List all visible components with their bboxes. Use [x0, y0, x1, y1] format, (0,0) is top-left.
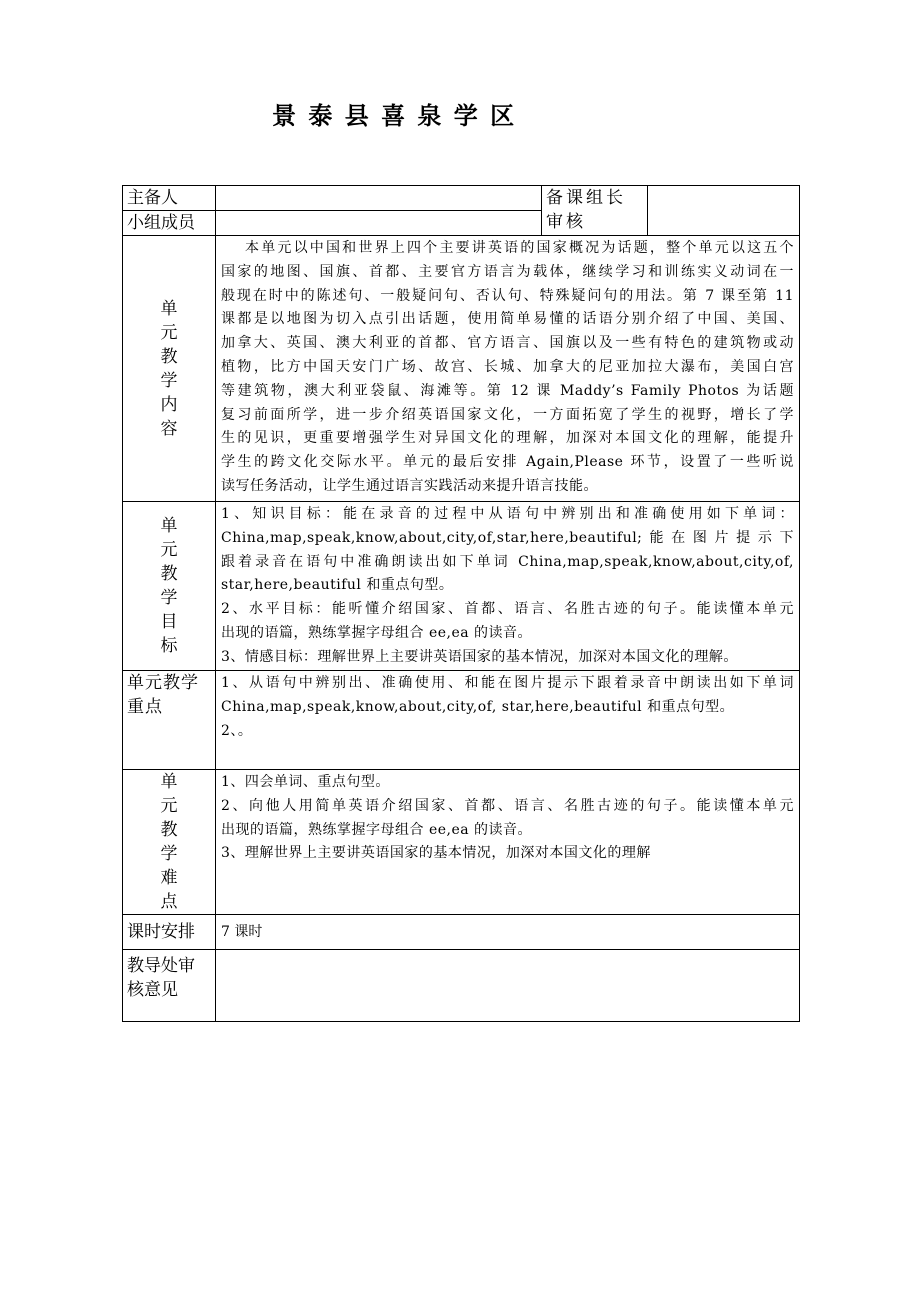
- text-line: 本单元以中国和世界上四个主要讲英语的国家概况为话题，整个单元以这五个: [245, 240, 794, 256]
- label-line: 教: [160, 820, 178, 840]
- difficulties-text: [216, 770, 800, 915]
- group-leader-review-label: [542, 186, 648, 236]
- text-line: 国家的地图、国旗、首都、主要官方语言为载体，继续学习和训练实义动词在一: [221, 263, 794, 280]
- label-line: 容: [160, 418, 178, 439]
- goals-text: [216, 502, 800, 671]
- group-leader-label: 备课组长: [546, 188, 626, 208]
- text-line: 出现的语篇，熟练掌握字母组合 ee,ea 的读音。: [221, 624, 533, 641]
- document-title: 景 泰 县 喜 泉 学 区: [272, 101, 517, 130]
- label-line: 学: [160, 370, 178, 391]
- content-label: [123, 236, 216, 502]
- text-line: 复习前面所学，进一步介绍英语国家文化，一方面拓宽了学生的视野，增长了学: [221, 406, 794, 423]
- text-line: 课都是以地图为切入点引出话题，使用简单易懂的话语分别介绍了中国、美国、: [221, 311, 794, 328]
- label-line: 教导处审: [127, 956, 195, 976]
- label-line: 元: [160, 540, 178, 560]
- label-line: 目: [160, 612, 178, 632]
- label-line: 重点: [127, 697, 163, 717]
- text-line: 3、情感目标：理解世界上主要讲英语国家的基本情况，加深对本国文化的理解。: [221, 648, 738, 665]
- text-line: 2、水平目标：能听懂介绍国家、首都、语言、名胜古迹的句子。能读懂本单元: [221, 601, 794, 618]
- label-line: 单元教学: [127, 673, 199, 693]
- group-leader-value[interactable]: [648, 186, 800, 236]
- text-line: China,map,speak,know,about,city,of,star,here,beautiful;能在图片提示下: [221, 529, 794, 546]
- text-line: star,here,beautiful 和重点句型。: [221, 577, 454, 594]
- difficulties-label: [123, 770, 216, 915]
- text-line: 2、。: [221, 722, 253, 739]
- text-line: China,map,speak,know,about,city,of, star,here,beautiful 和重点句型。: [221, 698, 735, 715]
- label-line: 标: [160, 636, 178, 656]
- review-opinion-label: [123, 950, 216, 1022]
- text-line: 学生的跨文化交际水平。单元的最后安排 Again,Please 环节，设置了一些听说: [221, 454, 794, 471]
- label-line: 单: [160, 772, 178, 792]
- content-text: [216, 236, 800, 502]
- text-line: 植物，比方中国天安门广场、故宫、长城、加拿大的尼亚加拉大瀑布，美国白宫: [221, 358, 794, 375]
- goals-label: [123, 502, 216, 671]
- text-line: 1、知识目标：能在录音的过程中从语句中辨别出和准确使用如下单词：: [221, 506, 794, 522]
- text-line: 3、理解世界上主要讲英语国家的基本情况，加深对本国文化的理解: [221, 845, 651, 862]
- schedule-label: 课时安排: [123, 915, 216, 950]
- text-line: 跟着录音在语句中准确朗读出如下单词 China,map,speak,know,about,city,of,: [221, 553, 794, 570]
- text-line: 般现在时中的陈述句、一般疑问句、否认句、特殊疑问句的用法。第 7 课至第 11: [221, 287, 794, 304]
- text-line: 2、向他人用简单英语介绍国家、首都、语言、名胜古迹的句子。能读懂本单元: [221, 797, 794, 814]
- label-line: 单: [160, 516, 178, 536]
- text-line: 读写任务活动，让学生通过语言实践活动来提升语言技能。: [221, 477, 598, 494]
- label-line: 单: [160, 298, 178, 319]
- text-line: 生的见识，更重要增强学生对异国文化的理解，加深对本国文化的理解，能提升: [221, 430, 794, 447]
- text-line: 1、从语句中辨别出、准确使用、和能在图片提示下跟着录音中朗读出如下单词: [221, 675, 794, 691]
- text-line: 出现的语篇，熟练掌握字母组合 ee,ea 的读音。: [221, 821, 533, 838]
- lead-value[interactable]: [216, 186, 542, 211]
- label-line: 元: [160, 322, 178, 343]
- text-line: 1、四会单词、重点句型。: [221, 774, 390, 790]
- text-line: 加拿大、英国、澳大利亚的首都、官方语言、国旗以及一些有特色的建筑物或动: [221, 335, 794, 352]
- review-label: 审核: [546, 212, 586, 232]
- review-opinion-value[interactable]: [216, 950, 800, 1022]
- lesson-plan-table: [122, 185, 800, 1022]
- label-line: 教: [160, 346, 178, 367]
- label-line: 难: [160, 868, 178, 888]
- members-value[interactable]: [216, 211, 542, 236]
- label-line: 教: [160, 564, 178, 584]
- label-line: 学: [160, 588, 178, 608]
- text-line: 等建筑物，澳大利亚袋鼠、海滩等。第 12 课 Maddy’s Family Photos 为话题: [221, 382, 794, 399]
- key-points-label: [123, 671, 216, 770]
- label-line: 学: [160, 844, 178, 864]
- schedule-value: 7 课时: [216, 915, 800, 950]
- label-line: 点: [160, 892, 178, 912]
- key-points-text: [216, 671, 800, 770]
- label-line: 内: [160, 394, 178, 415]
- members-label: 小组成员: [123, 211, 216, 236]
- label-line: 核意见: [127, 980, 178, 1000]
- label-line: 元: [160, 796, 178, 816]
- lead-label: 主备人: [123, 186, 216, 211]
